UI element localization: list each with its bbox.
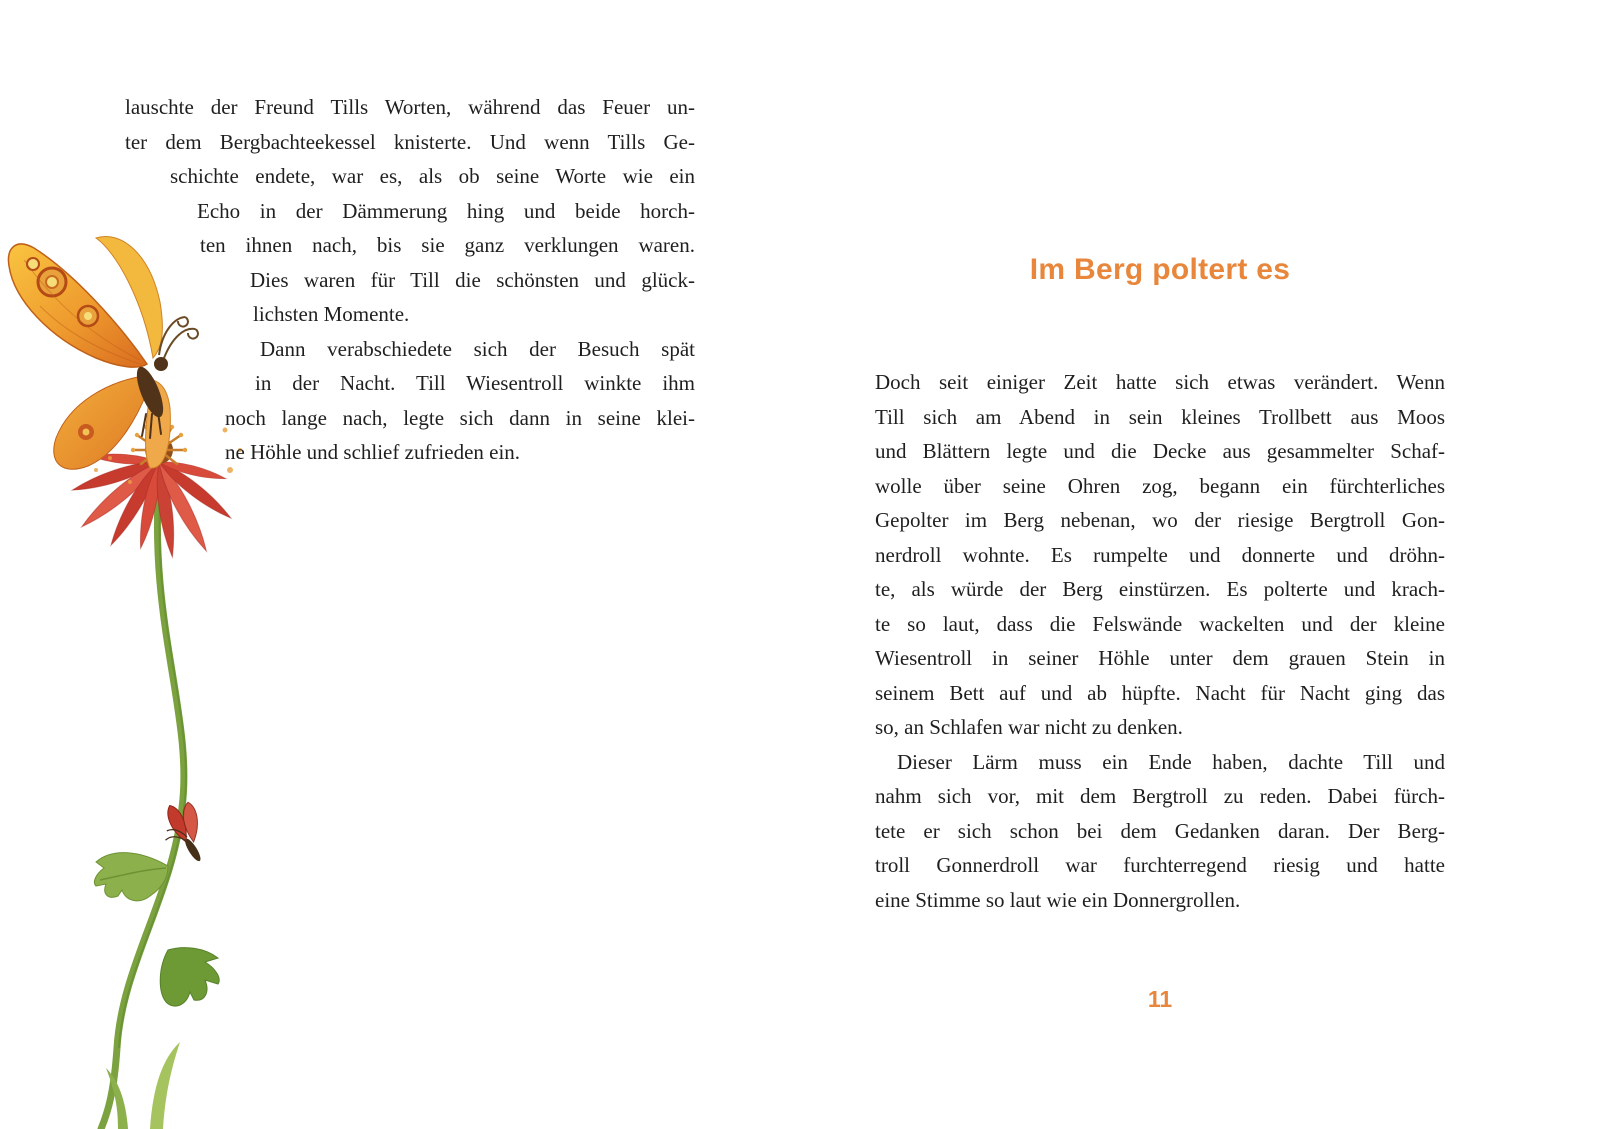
right-text-block: [875, 365, 1445, 917]
right-page: [800, 0, 1600, 1129]
text-line: schichte endete, war es, als ob seine Worte wie ein: [170, 164, 695, 188]
text-line: in der Nacht. Till Wiesentroll winkte ihm: [255, 371, 695, 395]
text-line: te so laut, dass die Felswände wackelten und der kleine: [875, 611, 1445, 636]
leaf: [94, 853, 168, 901]
text-line: lauschte der Freund Tills Worten, während das Feuer un-: [125, 95, 695, 119]
text-line: noch lange nach, legte sich dann in seine klei-: [225, 405, 695, 430]
text-line: lichsten Momente.: [253, 302, 410, 326]
text-line: Dies waren für Till die schönsten und glück-: [250, 267, 695, 292]
page-number: 11: [1147, 986, 1173, 1012]
text-line: so, an Schlafen war nicht zu denken.: [875, 715, 1183, 739]
text-line: Till sich am Abend in sein kleines Trollbett aus Moos: [875, 404, 1445, 429]
text-line: seinem Bett auf und ab hüpfte. Nacht für Nacht ging das: [875, 680, 1445, 705]
text-line: ter dem Bergbachteekessel knisterte. Und wenn Tills Ge-: [125, 129, 695, 154]
text-line: Dann verabschiedete sich der Besuch spät: [260, 336, 695, 361]
text-line: und Blättern legte und die Decke aus gesammelter Schaf-: [875, 439, 1445, 463]
text-line: te, als würde der Berg einstürzen. Es polterte und krach-: [875, 577, 1445, 601]
text-line: eine Stimme so laut wie ein Donnergrollen.: [875, 887, 1241, 912]
text-line: wolle über seine Ohren zog, begann ein fürchterliches: [875, 473, 1445, 498]
text-line: ten ihnen nach, bis sie ganz verklungen waren.: [200, 233, 695, 257]
text-line: Wiesentroll in seiner Höhle unter dem grauen Stein in: [875, 646, 1445, 670]
text-line: Gepolter im Berg nebenan, wo der riesige Bergtroll Gon-: [875, 508, 1445, 532]
flower-stem: [101, 470, 186, 1129]
right-column: [875, 0, 1445, 1129]
left-text-block: [125, 90, 695, 470]
leaf: [160, 948, 219, 1006]
text-line: nahm sich vor, mit dem Bergtroll zu reden. Dabei fürch-: [875, 784, 1445, 808]
text-line: ne Höhle und schlief zufrieden ein.: [225, 440, 521, 464]
text-line: tete er sich schon bei dem Gedanken daran. Der Berg-: [875, 818, 1445, 843]
text-line: nerdroll wohnte. Es rumpelte und donnerte und dröhn-: [875, 542, 1445, 567]
text-line: troll Gonnerdroll war furchterregend riesig und hatte: [875, 853, 1445, 877]
text-line: Echo in der Dämmerung hing und beide horch-: [197, 198, 695, 223]
text-line: Dieser Lärm muss ein Ende haben, dachte Till und: [897, 749, 1445, 774]
chapter-title: Im Berg poltert es: [1029, 253, 1291, 286]
text-line: Doch seit einiger Zeit hatte sich etwas verändert. Wenn: [875, 370, 1445, 394]
red-moth: [153, 795, 218, 870]
